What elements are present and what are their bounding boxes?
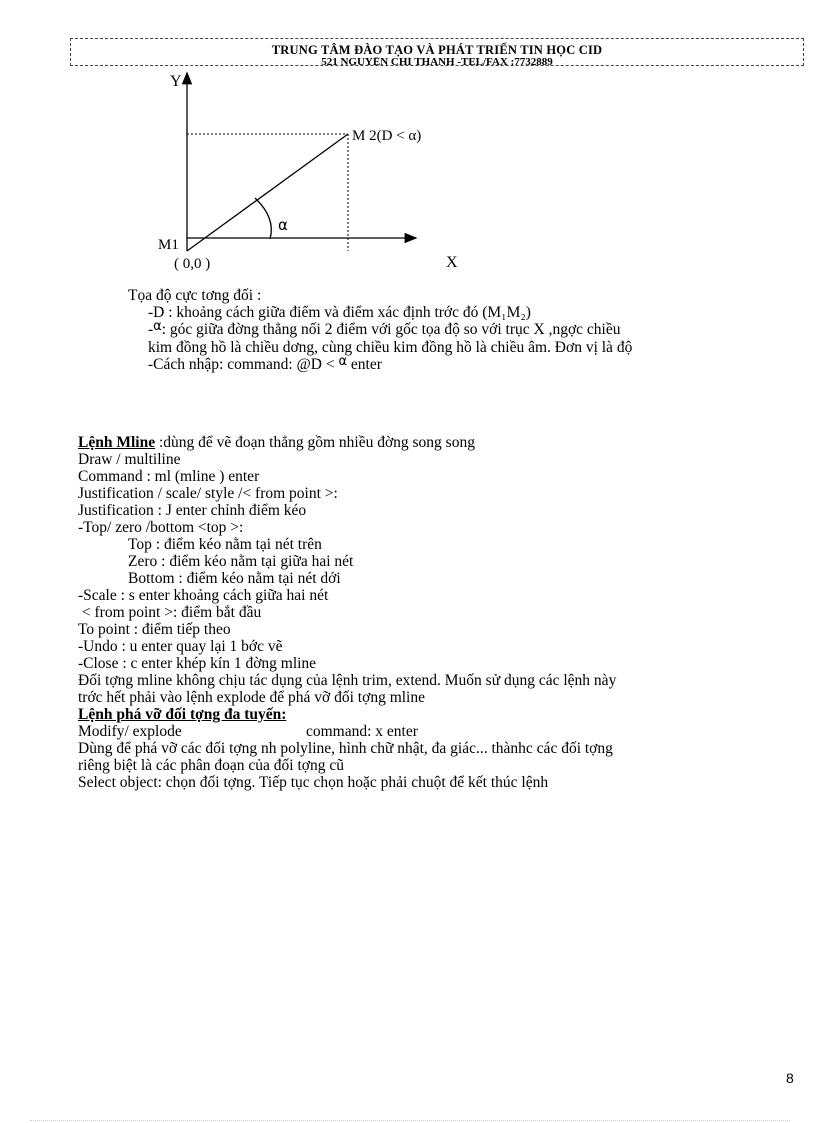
- y-axis-label: Y: [170, 73, 182, 90]
- explode-line: Select object: chọn đối tợng. Tiếp tục chọn hoặc phải chuột để kết thúc lệnh: [78, 774, 549, 791]
- footer-divider: [30, 1120, 790, 1121]
- polar-input-line: -Cách nhập: command: @D < $^\alpha$ enter: [148, 354, 382, 373]
- mline-title: Lệnh Mline: [78, 434, 156, 451]
- mline-line: Justification / scale/ style /< from point >:: [78, 485, 338, 502]
- polar-coordinates-section: [128, 287, 632, 374]
- mline-line: -Undo : u enter quay lại 1 bớc vẽ: [78, 638, 283, 655]
- explode-line: riêng biệt là các phân đoạn của đối tợng cũ: [78, 757, 344, 774]
- polar-heading: Tọa độ cực tơng đối :: [128, 287, 262, 304]
- mline-line: Command : ml (mline ) enter: [78, 468, 260, 485]
- mline-line: Justification : J enter chỉnh điểm kéo: [78, 502, 307, 519]
- header-title: TRUNG TÂM ĐÀO TẠO VÀ PHÁT TRIỂN TIN HỌC CID: [271, 43, 603, 57]
- mline-section: [78, 434, 778, 791]
- mline-line: -Top/ zero /bottom <top >:: [78, 519, 244, 536]
- m2-label: M 2(D < α): [352, 128, 422, 144]
- mline-title-line: Lệnh Mline :dùng để vẽ đoạn thẳng gồm nhiều đờng song song: [78, 434, 475, 451]
- segment-m1-m2: [187, 134, 348, 251]
- origin-label: ( 0,0 ): [174, 256, 211, 272]
- explode-command-line: [78, 723, 778, 740]
- polar-coordinate-diagram: [150, 66, 470, 276]
- polar-d-line: -D : khoảng cách giữa điểm và điểm xác định trớc đó (M₁M₂): [148, 304, 531, 321]
- header-address: 521 NGUYỄN CHÍ THANH -TEL/FAX :7732889: [321, 57, 553, 66]
- mline-option: Zero : điểm kéo nằm tại giữa hai nét: [128, 553, 354, 570]
- mline-line: -Scale : s enter khoảng cách giữa hai nét: [78, 587, 329, 604]
- angle-arc: [255, 198, 271, 239]
- modify-path: Modify/ explode: [78, 723, 182, 740]
- mline-line: Draw / multiline: [78, 451, 181, 468]
- mline-line: To point : điểm tiếp theo: [78, 621, 231, 638]
- m1-label: M1: [158, 237, 179, 253]
- polar-alpha-line1: -$^\alpha$: góc giữa đờng thẳng nối 2 điểm với gốc tọa độ so với trục X ,ngợc chiều: [148, 319, 621, 338]
- page-number: 8: [786, 1070, 794, 1086]
- page-header: [70, 38, 804, 66]
- mline-line: -Close : c enter khép kín 1 đờng mline: [78, 655, 317, 672]
- explode-title: Lệnh phá vỡ đối tợng đa tuyến:: [78, 706, 287, 723]
- mline-line: trớc hết phải vào lệnh explode để phá vỡ đối tợng mline: [78, 689, 425, 706]
- alpha-text: : góc giữa đờng thẳng nối 2 điểm với gốc tọa độ so với trục X ,ngợc chiều: [161, 321, 621, 338]
- mline-option: Bottom : điểm kéo nằm tại nét dới: [128, 570, 341, 587]
- mline-option: Top : điểm kéo nằm tại nét trên: [128, 536, 322, 553]
- alpha-symbol-2: α: [338, 354, 348, 369]
- explode-line: Dùng để phá vỡ các đối tợng nh polyline, hình chữ nhật, đa giác... thànhc các đối tợng: [78, 740, 613, 757]
- mline-line: < from point >: điểm bắt đầu: [78, 604, 262, 621]
- polar-alpha-line2: kim đồng hồ là chiều dơng, cùng chiều kim đồng hồ là chiều âm. Đơn vị là độ: [148, 339, 633, 356]
- alpha-symbol: α: [153, 319, 162, 334]
- modify-command: command: x enter: [306, 723, 418, 740]
- mline-line: Đối tợng mline không chịu tác dụng của lệnh trim, extend. Muốn sử dụng các lệnh này: [78, 672, 617, 689]
- alpha-label: α: [278, 216, 288, 234]
- x-axis-label: X: [446, 254, 458, 271]
